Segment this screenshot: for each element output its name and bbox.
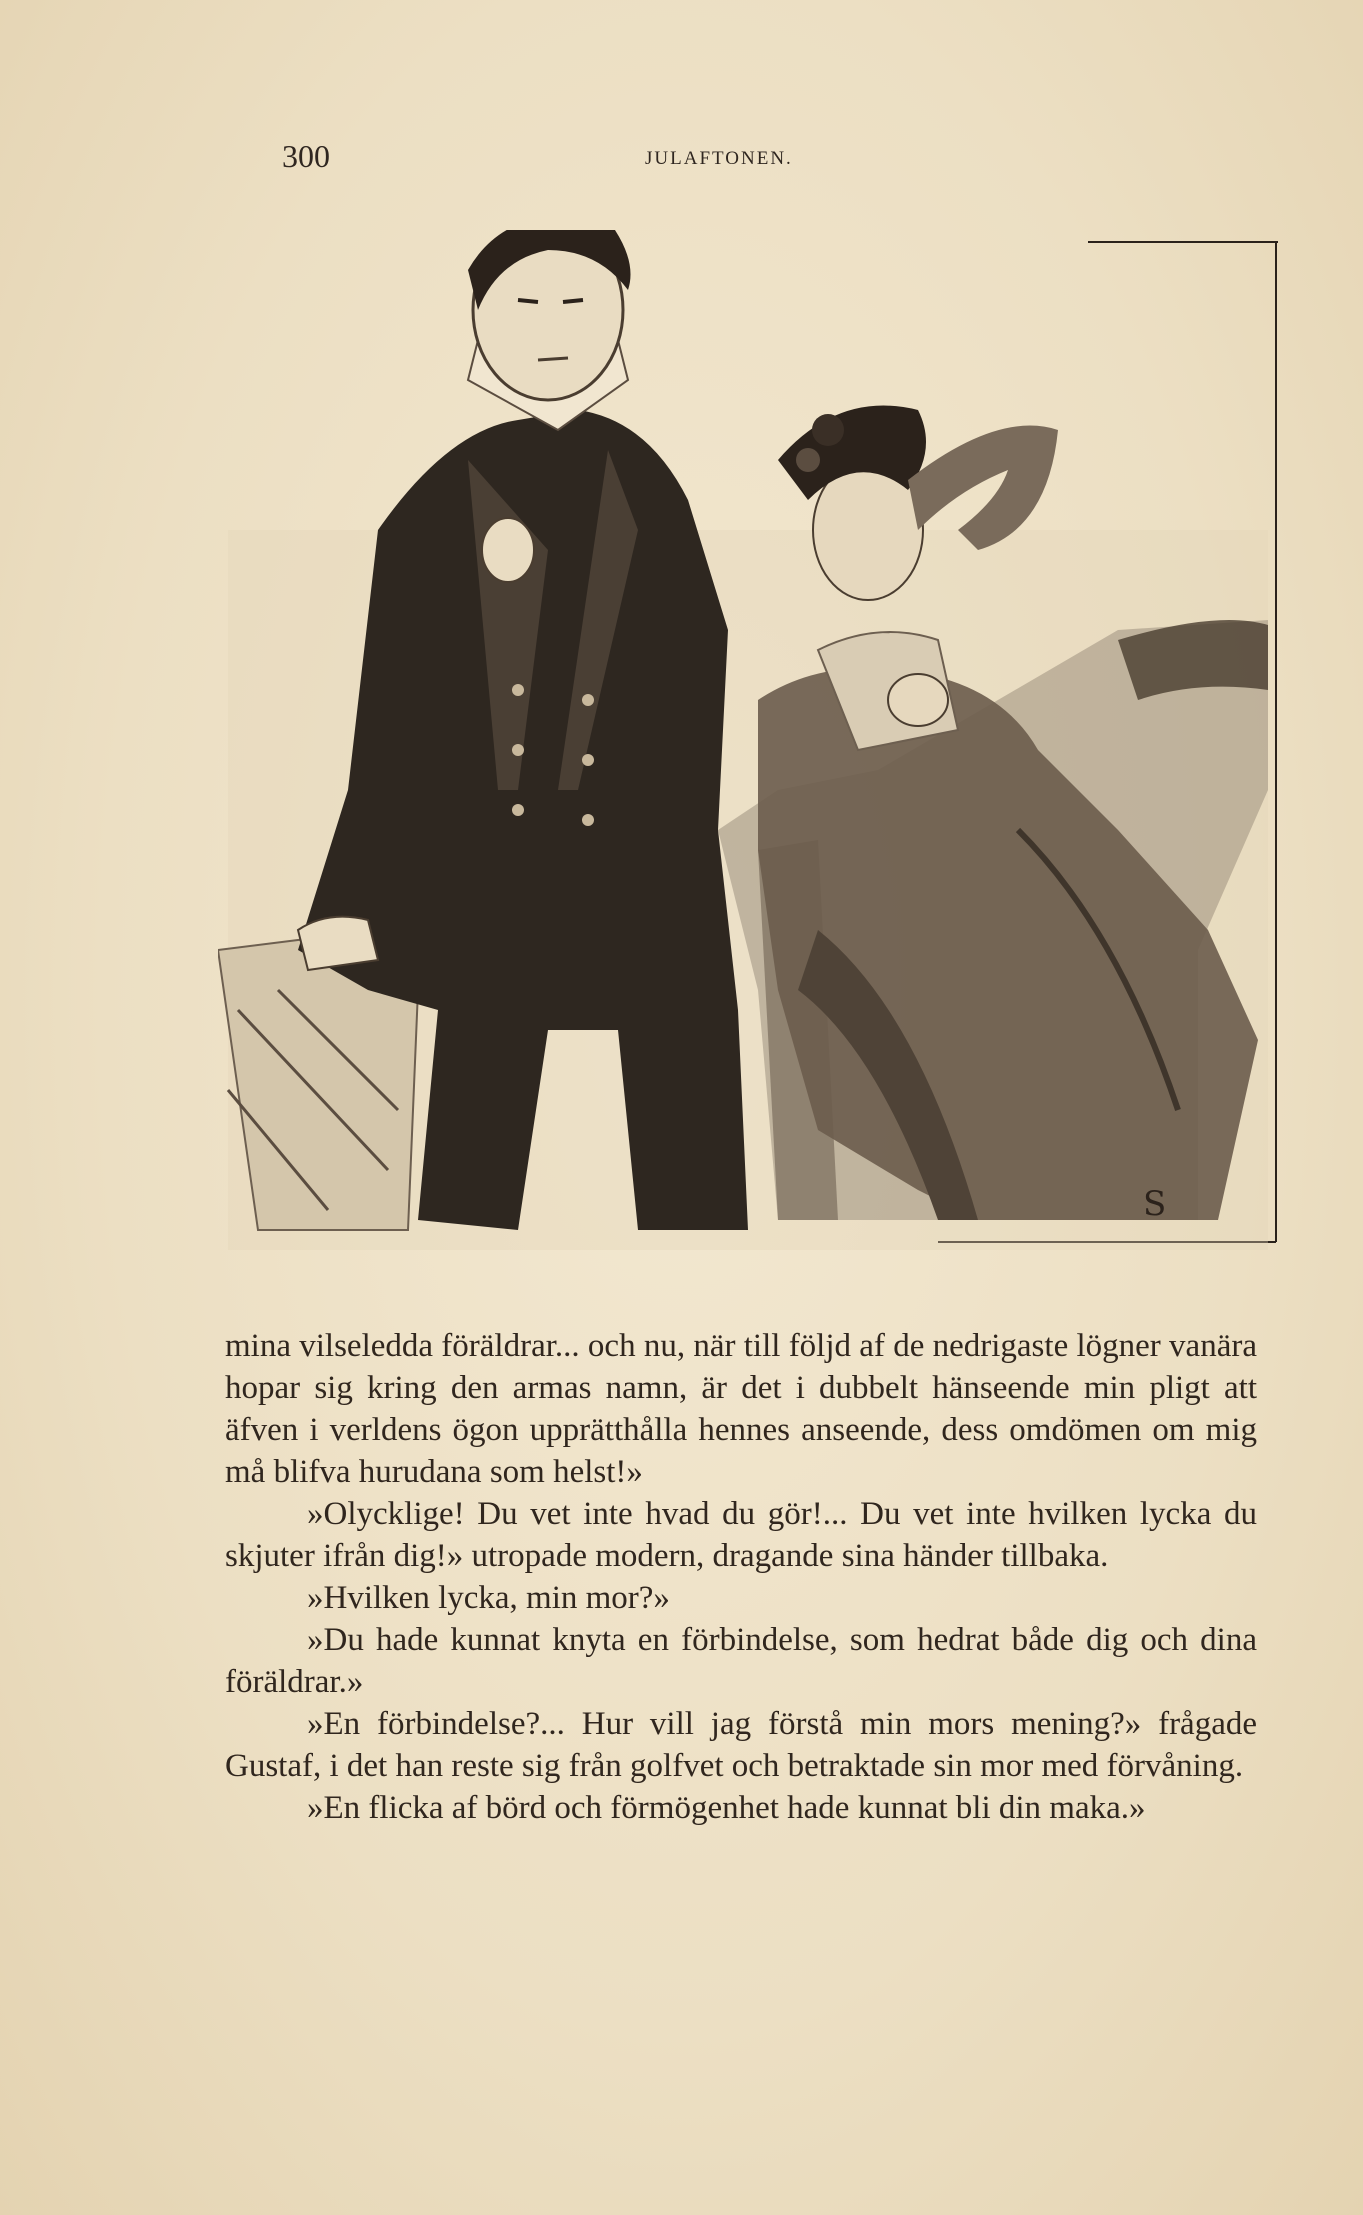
page-header: [0, 138, 1363, 178]
running-title: JULAFTONEN.: [645, 148, 793, 169]
paragraph-1: mina vilseledda föräldrar... och nu, när till följd af de nedrigaste lögner vanära hopar sig kring den armas namn, är det i dubbelt hänseende min pligt att äfven i verldens ögon upprätthålla hennes anseende, dess omdömen om mig må blifva hurudana som helst!»: [225, 1328, 1257, 1490]
paragraph-2: »Olycklige! Du vet inte hvad du gör!... Du vet inte hvilken lycka du skjuter ifrån dig!» utropade modern, dragande sina händer tillbaka.: [225, 1496, 1257, 1574]
paragraph-3: »Hvilken lycka, min mor?»: [307, 1580, 670, 1616]
illustration: [218, 230, 1278, 1250]
artist-signature: S: [1143, 1184, 1167, 1224]
page-number: 300: [282, 138, 330, 174]
paragraph-5: »En förbindelse?... Hur vill jag förstå min mors mening?» frågade Gustaf, i det han reste sig från golfvet och betraktade sin mor med förvåning.: [225, 1706, 1257, 1784]
paragraph-4: »Du hade kunnat knyta en förbindelse, som hedrat både dig och dina föräldrar.»: [225, 1622, 1257, 1700]
paragraph-6: »En flicka af börd och förmögenhet hade kunnat bli din maka.»: [307, 1790, 1146, 1826]
body-text: [225, 1325, 1257, 1829]
